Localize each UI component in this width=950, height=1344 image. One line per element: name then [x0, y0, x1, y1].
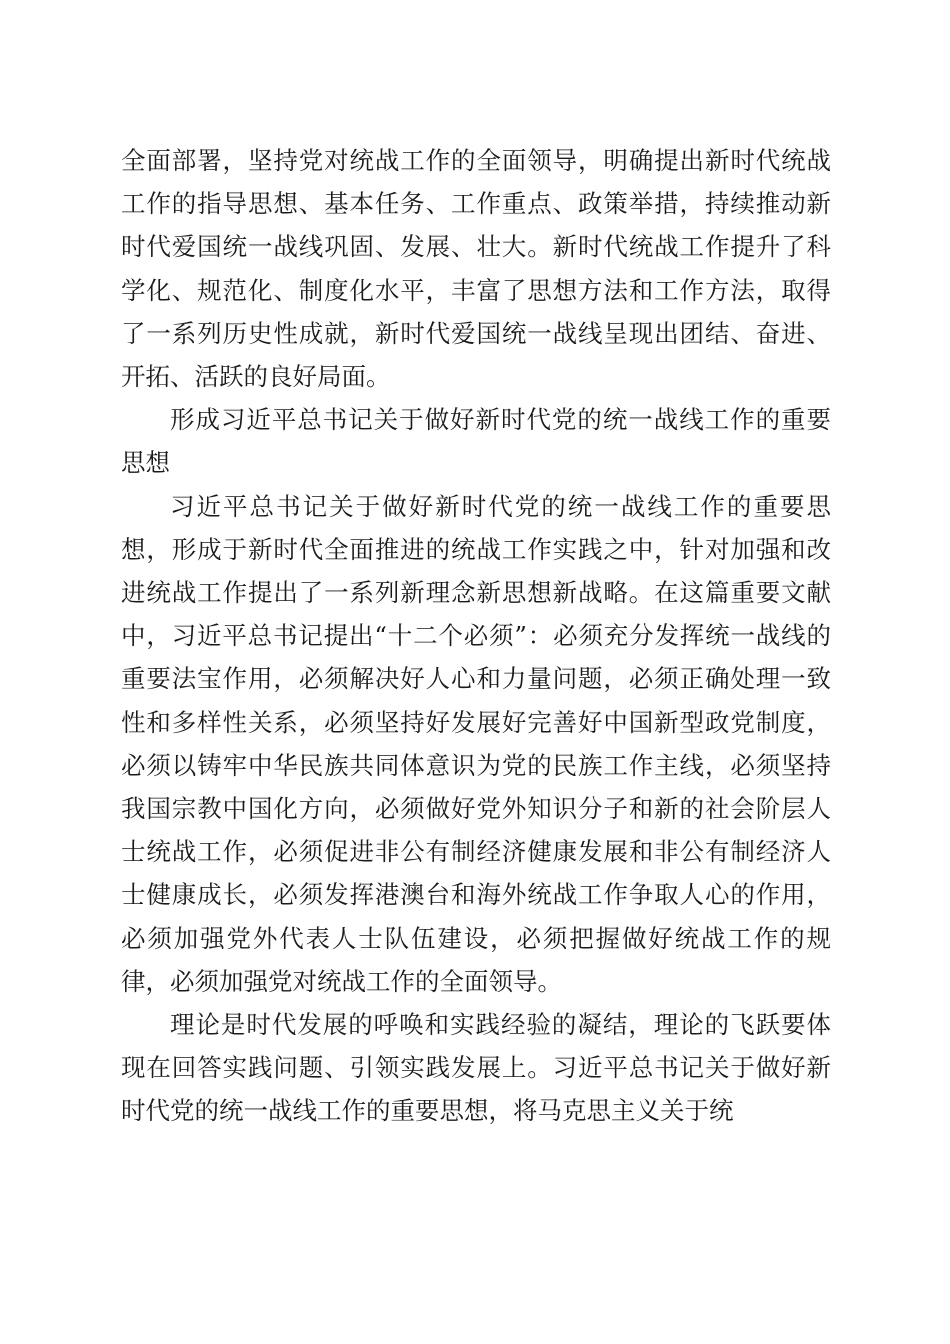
paragraph-twelve-musts: 习近平总书记关于做好新时代党的统一战线工作的重要思想，形成于新时代全面推进的统战工作实践之中，针对加强和改进统战工作提出了一系列新理念新思想新战略。在这篇重要文献中，习近平总书记提出“十二个必须”：必须充分发挥统一战线的重要法宝作用，必须解决好人心和力量问题，必须正确处理一致性和多样性关系，必须坚持好发展好完善好中国新型政党制度，必须以铸牢中华民族共同体意识为党的民族工作主线，必须坚持我国宗教中国化方向，必须做好党外知识分子和新的社会阶层人士统战工作，必须促进非公有制经济健康发展和非公有制经济人士健康成长，必须发挥港澳台和海外统战工作争取人心的作用，必须加强党外代表人士队伍建设，必须把握做好统战工作的规律，必须加强党对统战工作的全面领导。: [121, 491, 831, 996]
document-body: [121, 139, 831, 1133]
section-subheading: 形成习近平总书记关于做好新时代党的统一战线工作的重要思想: [121, 405, 831, 478]
paragraph-continuation: 全面部署，坚持党对统战工作的全面领导，明确提出新时代统战工作的指导思想、基本任务、工作重点、政策举措，持续推动新时代爱国统一战线巩固、发展、壮大。新时代统战工作提升了科学化、规范化、制度化水平，丰富了思想方法和工作方法，取得了一系列历史性成就，新时代爱国统一战线呈现出团结、奋进、开拓、活跃的良好局面。: [121, 146, 831, 392]
paragraph-theory: 理论是时代发展的呼唤和实践经验的凝结，理论的飞跃要体现在回答实践问题、引领实践发展上。习近平总书记关于做好新时代党的统一战线工作的重要思想，将马克思主义关于统: [121, 1010, 831, 1126]
